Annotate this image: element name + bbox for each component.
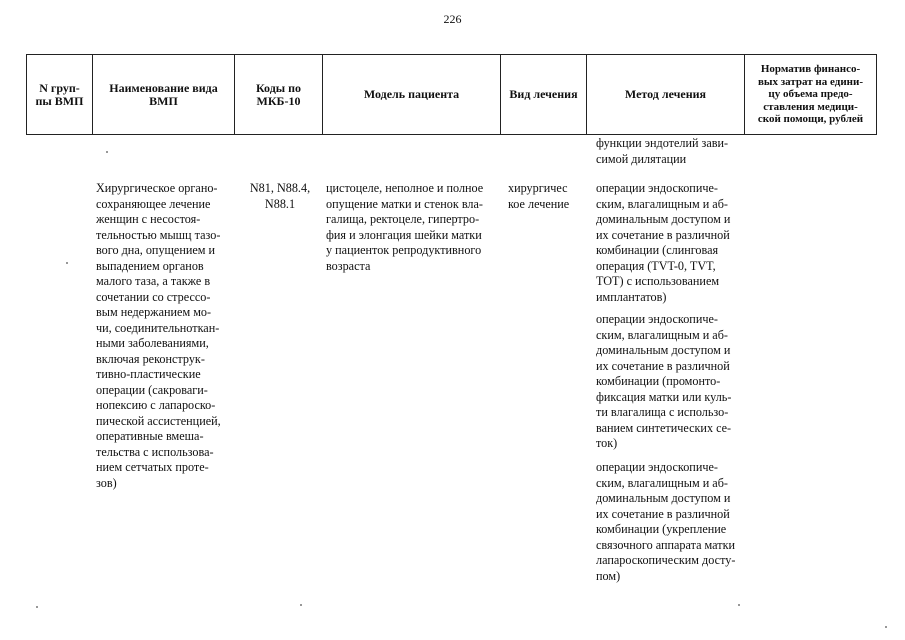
patient-model-cell: цистоцеле, неполное и полное опущение матки и стенок вла- галища, ректоцеле, гипертро- фия и элонгация шейки матки у пациенток репродуктивного возраста — [326, 181, 484, 273]
header-icd-codes: Коды по МКБ-10 — [235, 55, 323, 135]
method-item-1: операции эндоскопиче- ским, влагалищным и аб- доминальным доступом и их сочетание в различной комбинации (слинговая операция (TVT-0, TVT, TOT) с использованием имплантатов) — [596, 181, 731, 304]
header-group-number: N груп- пы ВМП — [27, 55, 93, 135]
page-number: 226 — [443, 12, 462, 26]
header-cost-norm: Норматив финансо- вых затрат на едини- цу объема предо- ставления медици- ской помощи, рублей — [745, 55, 877, 135]
header-treatment-method: Метод лечения — [587, 55, 745, 135]
method-continuation: функции эндотелий зави- симой дилятации — [596, 136, 729, 166]
header-vmp-name: Наименование вида ВМП — [93, 55, 235, 135]
header-treatment-type: Вид лечения — [501, 55, 587, 135]
treatment-type-cell: хирургичес кое лечение — [508, 181, 570, 211]
method-item-3: операции эндоскопиче- ским, влагалищным и аб- доминальным доступом и их сочетание в различной комбинации (укрепление связочного аппарата матки лапароскопическим досту- пом) — [596, 460, 736, 583]
scan-speck — [106, 151, 108, 153]
icd-codes-cell: N81, N88.4, N88.1 — [249, 181, 311, 211]
vmp-name-cell: Хирургическое органо- сохраняющее лечение женщин с несостоя- тельностью мышц тазо- вого дна, опущением и выпадением органов малого таза, а также в сочетании со стрессо- вым недержанием мо- чи, соединительноткан- ными заболеваниями, включая реконструк- тивно-пластические операции (сакроваги- нопексию с лапароско- пической ассистенцией, оперативные вмеша- тельства с использова- нием сетчатых проте- зов) — [96, 181, 221, 490]
scan-speck — [738, 604, 740, 606]
scan-speck — [36, 606, 38, 608]
table-header — [26, 54, 877, 135]
scan-speck — [300, 604, 302, 606]
header-patient-model: Модель пациента — [323, 55, 501, 135]
method-item-2: операции эндоскопиче- ским, влагалищным и аб- доминальным доступом и их сочетание в различной комбинации (промонто- фиксация матки или куль- ти влагалища с использо- ванием синтетических се- ток) — [596, 312, 732, 450]
scan-speck — [66, 262, 68, 264]
scan-speck — [885, 626, 887, 628]
